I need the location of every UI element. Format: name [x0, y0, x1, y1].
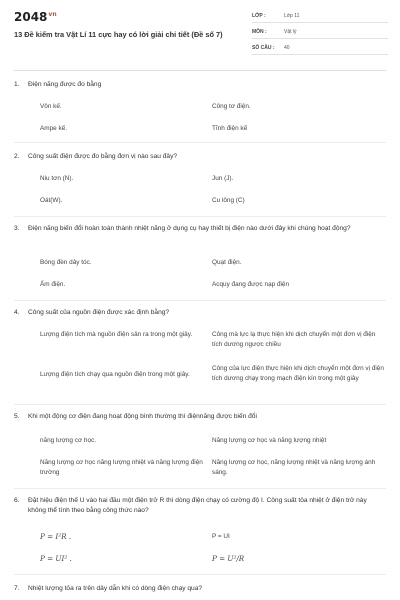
answer-option[interactable]: Niu tơn (N). [40, 175, 74, 182]
meta-key: LỚP : [252, 13, 266, 19]
answer-option[interactable]: Năng lượng cơ học năng lượng nhiệt và năng lượng điện trường [40, 459, 203, 476]
question-7 [14, 584, 386, 594]
answer-option[interactable]: Quạt điện. [212, 259, 242, 266]
answer-option[interactable]: Bóng đèn dây tóc. [40, 259, 92, 266]
answer-option[interactable]: Tĩnh điện kế [212, 125, 248, 132]
question-text: Công suất của nguồn điện được xác định bằng? [28, 309, 170, 316]
question-text: Điện năng được đo bằng [28, 81, 102, 88]
meta-value: 40 [284, 45, 290, 51]
answer-option-formula[interactable]: P = UI² . [40, 554, 72, 563]
answer-option[interactable]: Công của lực điện thực hiện khi dịch chuyển một đơn vị điện tích dương chạy trong mạch điện kín trong một giây [212, 365, 384, 382]
question-4 [14, 308, 386, 382]
answer-option[interactable]: Jun (J). [212, 175, 234, 182]
answer-option-formula[interactable]: P = UI [212, 533, 230, 540]
answer-option[interactable]: Năng lượng cơ học, năng lượng nhiệt và năng lượng ánh sáng. [212, 459, 376, 476]
question-number: 4. [14, 309, 20, 316]
question-divider [14, 300, 386, 301]
question-number: 7. [14, 585, 20, 592]
answer-option[interactable]: Vôn kế. [40, 103, 62, 110]
answer-option-formula[interactable]: P = U²/R [212, 554, 245, 563]
question-number: 1. [14, 81, 20, 88]
site-logo[interactable] [14, 10, 57, 24]
question-text: Điện năng biến đổi hoàn toàn thành nhiệt năng ở dụng cụ hay thiết bị điện nào dưới đây khi chúng hoạt động? [28, 225, 351, 232]
document-header [0, 0, 400, 64]
question-divider [14, 216, 386, 217]
question-number: 2. [14, 153, 20, 160]
answer-option[interactable]: Acquy đang được nạp điện [212, 281, 290, 288]
question-number: 3. [14, 225, 20, 232]
question-number: 5. [14, 413, 20, 420]
meta-key: MÔN : [252, 29, 267, 35]
question-text: Nhiệt lượng tỏa ra trên dây dẫn khi có dòng điện chạy qua? [28, 585, 203, 592]
question-divider [14, 488, 386, 489]
question-3 [14, 224, 386, 288]
question-divider [14, 404, 386, 405]
question-divider [14, 142, 386, 143]
answer-option[interactable]: Cu lông (C) [212, 197, 245, 204]
question-2 [14, 152, 386, 204]
header-divider [14, 70, 386, 71]
document-meta [252, 10, 388, 58]
question-text: Đặt hiệu điện thế U vào hai đầu một điện trở R thì dòng điện chạy có cường độ I. Công suất tỏa nhiệt ở điện trở này không thể tính theo bằng công thức nào? [28, 497, 367, 514]
logo-main: 2048 [14, 10, 48, 24]
question-text: Khi một động cơ điện đang hoạt động bình thường thì điệnnăng được biến đổi [28, 413, 257, 420]
answer-option[interactable]: Lượng điện tích chạy qua nguồn điện trong một giây. [40, 371, 190, 378]
question-1 [14, 80, 386, 132]
question-divider [14, 574, 386, 575]
meta-value: Lớp 11 [284, 13, 300, 19]
answer-option-formula[interactable]: P = I²R . [40, 532, 72, 541]
answer-option[interactable]: Oát(W). [40, 197, 63, 204]
answer-option[interactable]: Năng lượng cơ học và năng lượng nhiệt [212, 437, 327, 444]
meta-row-subject [252, 26, 388, 39]
logo-suffix: vn [48, 11, 57, 18]
meta-value: Vật lý [284, 29, 297, 35]
answer-option[interactable]: Ampe kế. [40, 125, 67, 132]
meta-key: SỐ CÂU : [252, 45, 275, 51]
answer-option[interactable]: Công mà lực lạ thực hiện khi dịch chuyển một đơn vị điện tích dương ngược chiều [212, 331, 376, 348]
question-text: Công suất điện được đo bằng đơn vị nào sau đây? [28, 153, 178, 160]
answer-option[interactable]: năng lượng cơ học. [40, 437, 97, 444]
meta-row-count [252, 42, 388, 55]
question-5 [14, 412, 386, 476]
question-6 [14, 496, 386, 563]
document-title: 13 Đề kiểm tra Vật Lí 11 cực hay có lời giải chi tiết (Đề số 7) [14, 30, 223, 39]
question-number: 6. [14, 497, 20, 504]
answer-option[interactable]: Ấm điện. [40, 281, 66, 288]
answer-option[interactable]: Lượng điện tích mà nguồn điện sản ra trong một giây. [40, 331, 193, 338]
meta-row-class [252, 10, 388, 23]
answer-option[interactable]: Công tơ điện. [212, 103, 251, 110]
